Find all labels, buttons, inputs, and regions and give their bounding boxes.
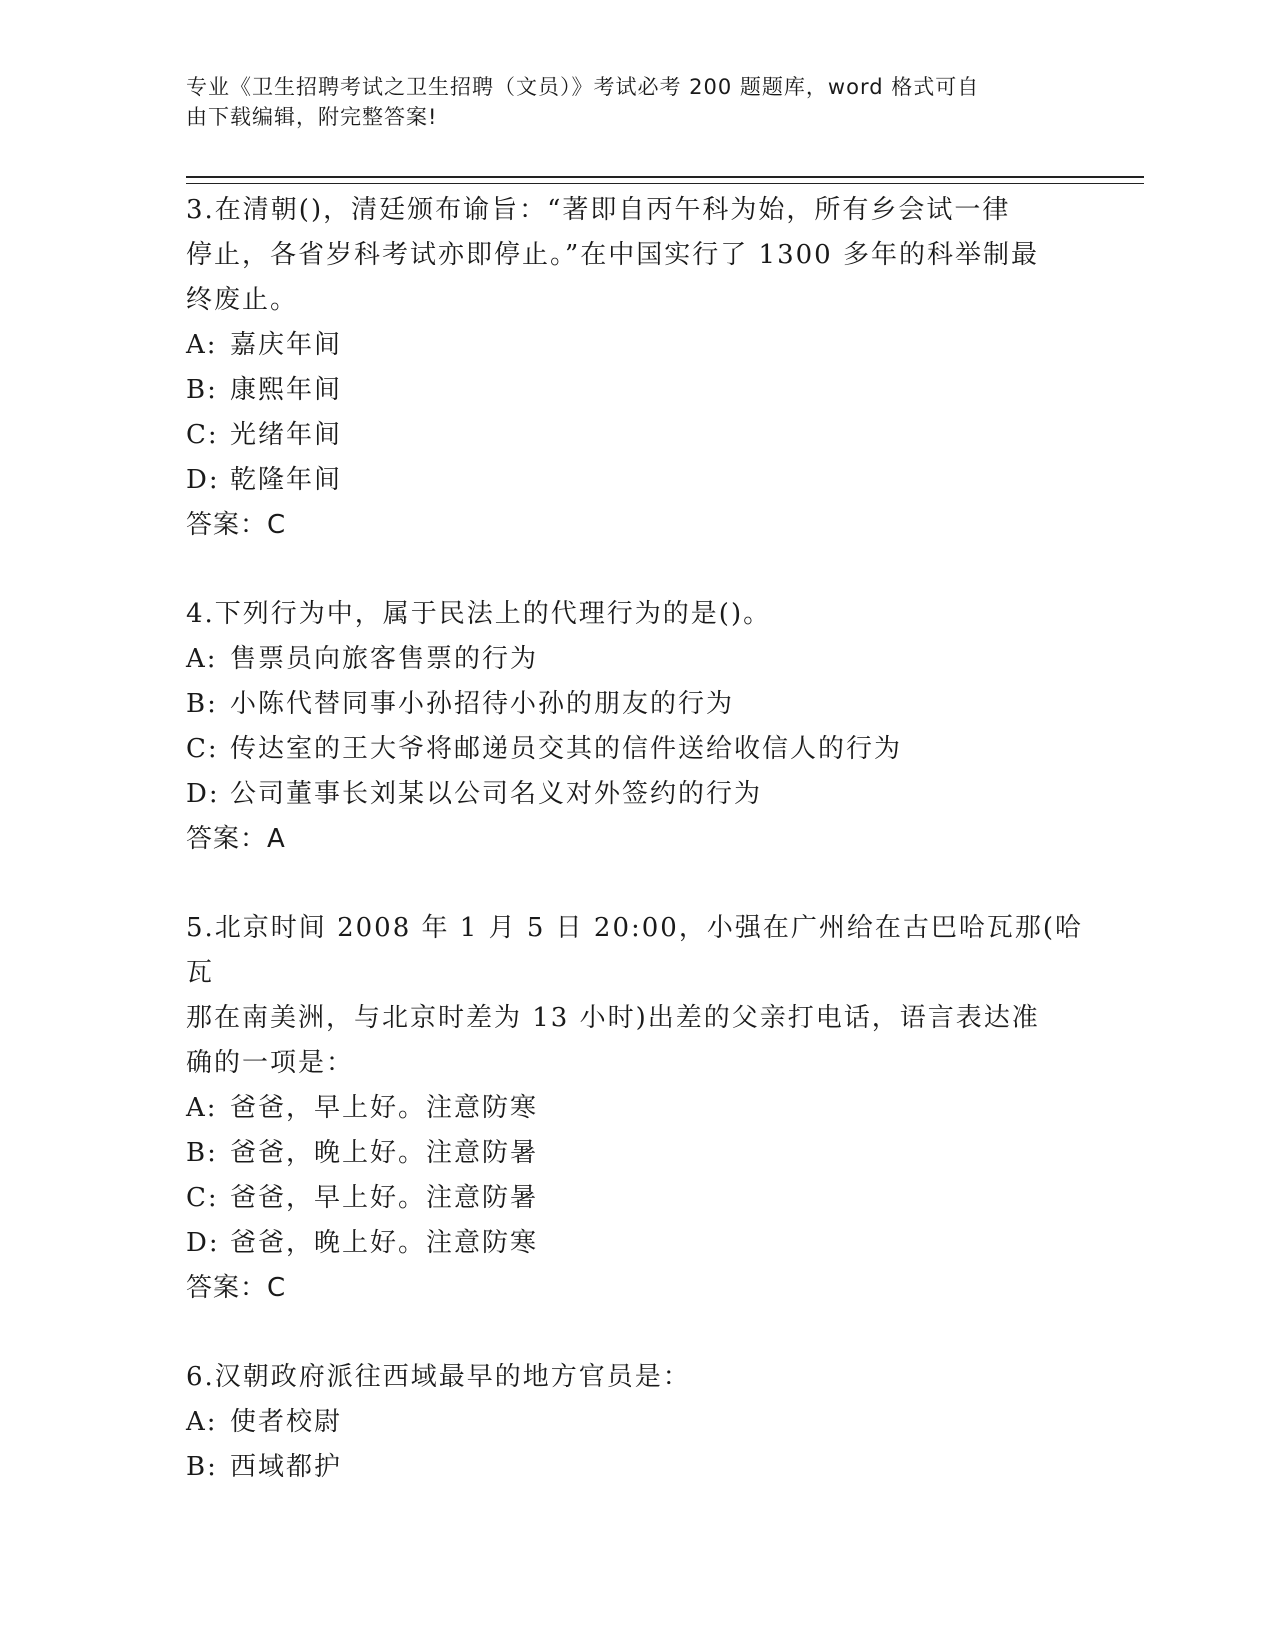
option-text: 西域都护 bbox=[230, 1452, 343, 1482]
question-5-option-b bbox=[186, 1131, 1086, 1176]
question-4-option-c bbox=[186, 727, 1086, 772]
option-text: 爸爸，晚上好。注意防寒 bbox=[230, 1228, 539, 1258]
option-text: 传达室的王大爷将邮递员交其的信件送给收信人的行为 bbox=[230, 734, 903, 764]
question-5-option-d bbox=[186, 1221, 1086, 1266]
question-5-line-2: 那在南美洲，与北京时差为 13 小时)出差的父亲打电话，语言表达准 bbox=[186, 1003, 1040, 1033]
option-text: 康熙年间 bbox=[230, 375, 343, 405]
question-3-option-d bbox=[186, 458, 1086, 503]
header-divider-thin bbox=[186, 183, 1144, 184]
option-text: 小陈代替同事小孙招待小孙的朋友的行为 bbox=[230, 689, 735, 719]
question-3-option-b bbox=[186, 368, 1086, 413]
option-text: 爸爸，早上好。注意防寒 bbox=[230, 1093, 539, 1123]
question-4-answer: 答案：A bbox=[186, 824, 286, 854]
question-list bbox=[186, 188, 1086, 1534]
question-5-answer: 答案：C bbox=[186, 1273, 287, 1303]
option-letter: A: bbox=[186, 330, 218, 360]
option-letter: C: bbox=[186, 420, 219, 450]
question-4 bbox=[186, 592, 1086, 862]
option-letter: A: bbox=[186, 1093, 218, 1123]
question-6-option-b bbox=[186, 1445, 1086, 1490]
option-text: 售票员向旅客售票的行为 bbox=[230, 644, 539, 674]
option-text: 光绪年间 bbox=[230, 420, 343, 450]
option-text: 爸爸，晚上好。注意防暑 bbox=[230, 1138, 539, 1168]
option-letter: D: bbox=[186, 1228, 220, 1258]
option-letter: C: bbox=[186, 1183, 219, 1213]
option-letter: D: bbox=[186, 779, 220, 809]
question-3-option-a bbox=[186, 323, 1086, 368]
option-text: 爸爸，早上好。注意防暑 bbox=[230, 1183, 539, 1213]
option-text: 嘉庆年间 bbox=[230, 330, 343, 360]
question-5-line-3: 确的一项是： bbox=[186, 1048, 355, 1078]
question-3-line-1: 3.在清朝()，清廷颁布谕旨：“著即自丙午科为始，所有乡会试一律 bbox=[186, 195, 1011, 225]
question-5-line-1: 5.北京时间 2008 年 1 月 5 日 20:00，小强在广州给在古巴哈瓦那(哈瓦 bbox=[186, 913, 1083, 988]
question-6 bbox=[186, 1355, 1086, 1490]
header-divider-thick bbox=[186, 176, 1144, 178]
header-line-1: 专业《卫生招聘考试之卫生招聘（文员）》考试必考 200 题题库，word 格式可自 bbox=[186, 75, 980, 99]
option-letter: C: bbox=[186, 734, 219, 764]
option-letter: A: bbox=[186, 1407, 218, 1437]
question-3-line-2: 停止，各省岁科考试亦即停止。”在中国实行了 1300 多年的科举制最 bbox=[186, 240, 1039, 270]
question-3-line-3: 终废止。 bbox=[186, 285, 299, 315]
question-5 bbox=[186, 906, 1086, 1311]
question-6-option-a bbox=[186, 1400, 1086, 1445]
question-3 bbox=[186, 188, 1086, 548]
option-text: 乾隆年间 bbox=[230, 465, 343, 495]
question-5-option-a bbox=[186, 1086, 1086, 1131]
option-letter: B: bbox=[186, 1452, 218, 1482]
option-letter: D: bbox=[186, 465, 220, 495]
question-3-option-c bbox=[186, 413, 1086, 458]
header-line-2: 由下载编辑，附完整答案! bbox=[186, 105, 438, 129]
option-text: 使者校尉 bbox=[230, 1407, 343, 1437]
question-6-line-1: 6.汉朝政府派往西域最早的地方官员是： bbox=[186, 1362, 691, 1392]
question-4-option-a bbox=[186, 637, 1086, 682]
option-text: 公司董事长刘某以公司名义对外签约的行为 bbox=[230, 779, 763, 809]
option-letter: A: bbox=[186, 644, 218, 674]
option-letter: B: bbox=[186, 1138, 218, 1168]
option-letter: B: bbox=[186, 375, 218, 405]
question-4-line-1: 4.下列行为中，属于民法上的代理行为的是()。 bbox=[186, 599, 772, 629]
option-letter: B: bbox=[186, 689, 218, 719]
question-4-option-b bbox=[186, 682, 1086, 727]
document-header bbox=[186, 72, 1066, 132]
question-4-option-d bbox=[186, 772, 1086, 817]
question-3-answer: 答案：C bbox=[186, 510, 287, 540]
question-5-option-c bbox=[186, 1176, 1086, 1221]
